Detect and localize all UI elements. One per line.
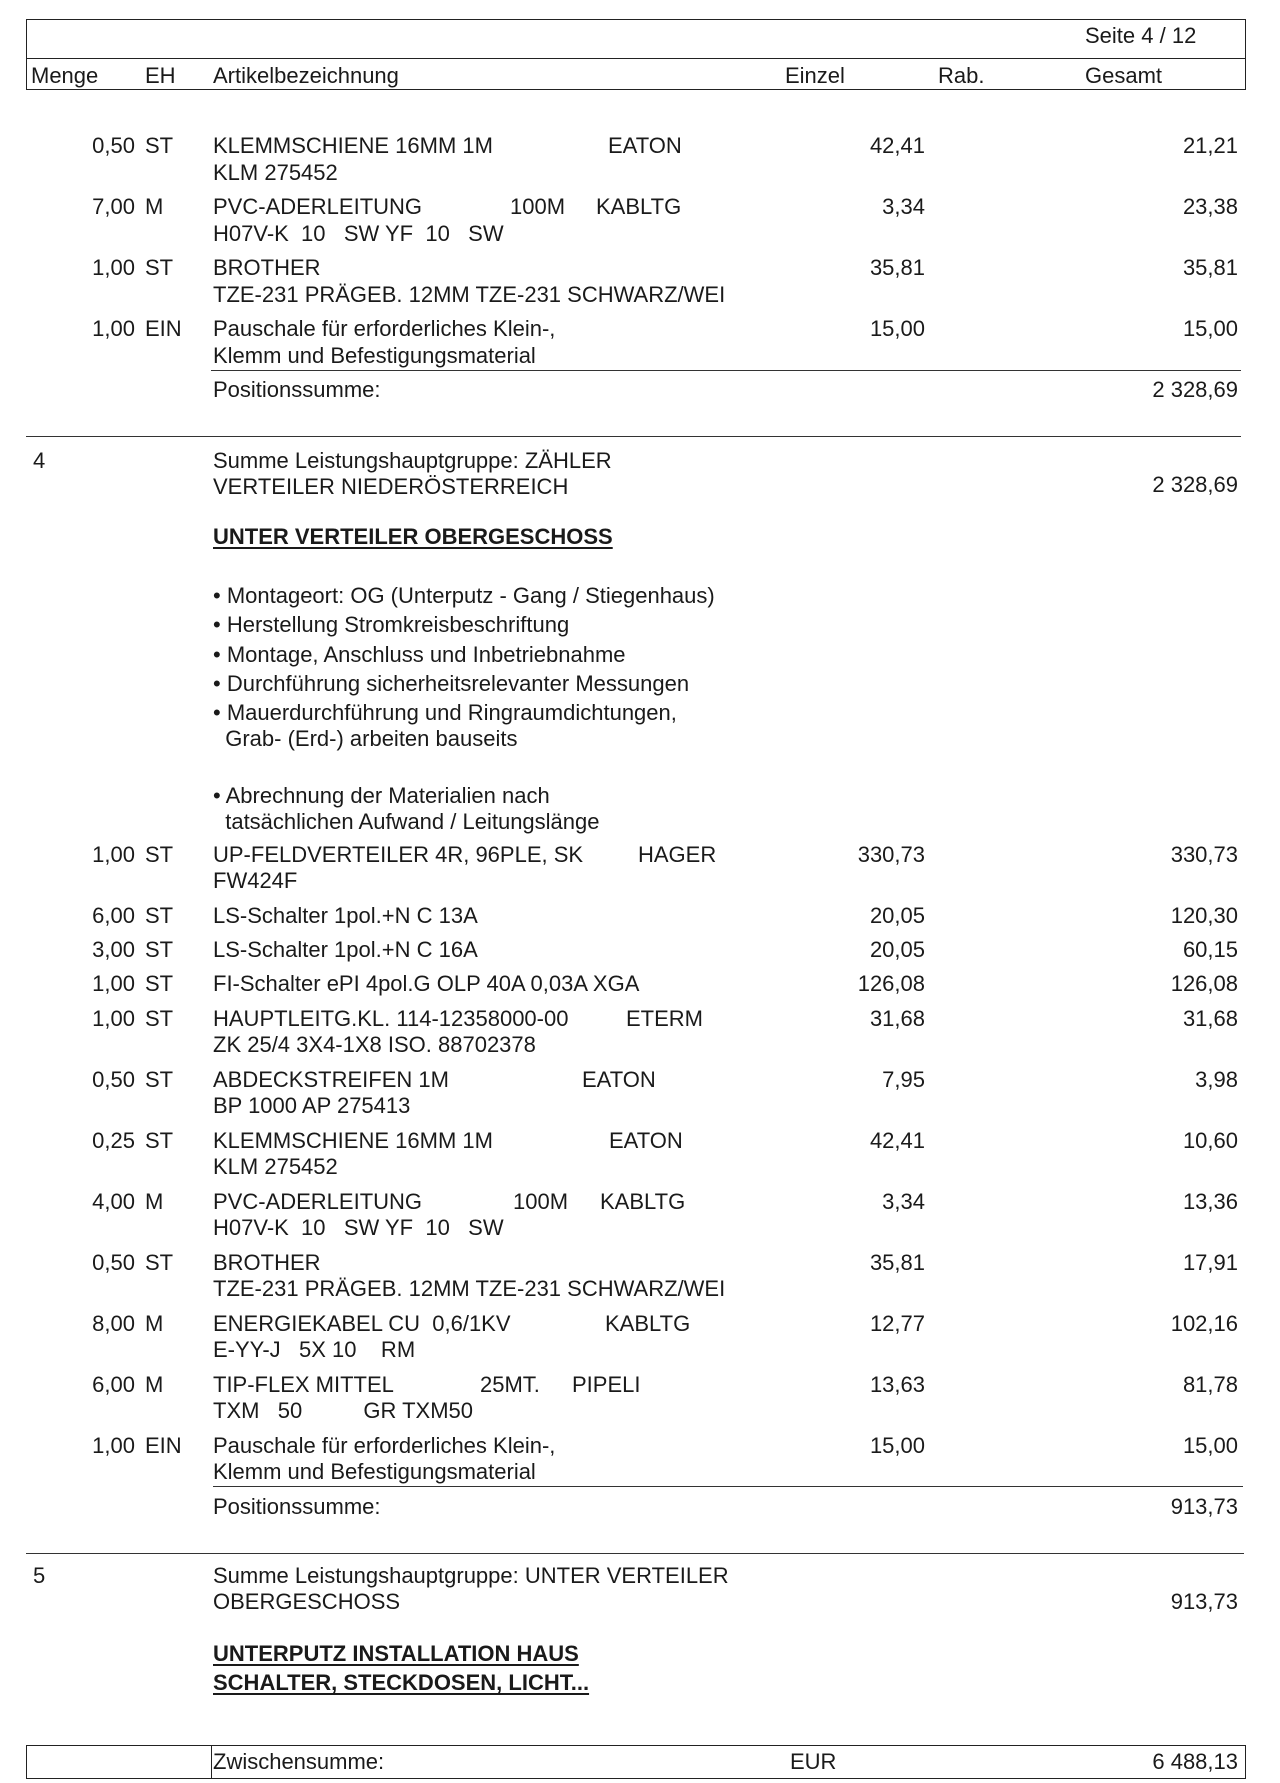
- item-price: 35,81: [869, 255, 925, 280]
- item-desc: KLEMMSCHIENE 16MM 1M: [213, 133, 493, 158]
- item-price: 42,41: [869, 133, 925, 158]
- header-divider: [27, 58, 1245, 59]
- item-unit: EIN: [145, 1433, 182, 1458]
- next-section-heading: UNTERPUTZ INSTALLATION HAUS: [213, 1641, 579, 1666]
- group-sum-value: 913,73: [1170, 1589, 1238, 1614]
- subtotal-box: [26, 1745, 1246, 1779]
- item-qty: 4,00: [92, 1189, 135, 1214]
- item-maker: EATON: [609, 1128, 683, 1153]
- item-desc: Pauschale für erforderliches Klein-,: [213, 316, 556, 341]
- position-sum-divider: [211, 370, 1241, 371]
- subtotal-box-divider: [211, 1746, 212, 1778]
- item-total: 17,91: [1182, 1250, 1238, 1275]
- item-desc: LS-Schalter 1pol.+N C 16A: [213, 937, 478, 962]
- subtotal-value: 6 488,13: [1152, 1749, 1238, 1774]
- column-header-qty: Menge: [31, 63, 99, 88]
- item-maker: EATON: [608, 133, 682, 158]
- bullet-item: • Abrechnung der Materialien nach: [213, 783, 550, 808]
- group-sum-value: 2 328,69: [1152, 472, 1238, 497]
- item-desc-2: TZE-231 PRÄGEB. 12MM TZE-231 SCHWARZ/WEI: [213, 282, 726, 307]
- item-total: 60,15: [1182, 937, 1238, 962]
- subtotal-currency: EUR: [790, 1749, 837, 1774]
- item-desc: TIP-FLEX MITTEL: [213, 1372, 394, 1397]
- item-total: 81,78: [1182, 1372, 1238, 1397]
- item-unit: ST: [145, 255, 174, 280]
- column-header-desc: Artikelbezeichnung: [213, 63, 399, 88]
- group-sum-label-2: OBERGESCHOSS: [213, 1589, 401, 1614]
- item-maker: EATON: [582, 1067, 656, 1092]
- item-spec: 100M: [510, 194, 566, 219]
- item-qty: 6,00: [92, 903, 135, 928]
- item-unit: ST: [145, 842, 174, 867]
- item-qty: 0,25: [92, 1128, 135, 1153]
- position-sum-label: Positionssumme:: [213, 1494, 381, 1519]
- position-sum-value: 2 328,69: [1152, 377, 1238, 402]
- item-price: 20,05: [869, 937, 925, 962]
- bullet-item: • Durchführung sicherheitsrelevanter Messungen: [213, 671, 690, 696]
- item-desc-2: ZK 25/4 3X4-1X8 ISO. 88702378: [213, 1032, 536, 1057]
- item-qty: 1,00: [92, 1006, 135, 1031]
- column-header-price: Einzel: [785, 63, 845, 88]
- item-qty: 8,00: [92, 1311, 135, 1336]
- item-unit: ST: [145, 971, 174, 996]
- column-header-unit: EH: [145, 63, 176, 88]
- item-unit: ST: [145, 937, 174, 962]
- item-unit: ST: [145, 133, 174, 158]
- item-qty: 6,00: [92, 1372, 135, 1397]
- item-desc: ABDECKSTREIFEN 1M: [213, 1067, 449, 1092]
- item-total: 21,21: [1182, 133, 1238, 158]
- bullet-item: tatsächlichen Aufwand / Leitungslänge: [213, 809, 600, 834]
- item-unit: M: [145, 1189, 164, 1214]
- item-desc-2: H07V-K 10 SW YF 10 SW: [213, 1215, 504, 1240]
- item-price: 35,81: [869, 1250, 925, 1275]
- bullet-item: • Mauerdurchführung und Ringraumdichtungen,: [213, 700, 677, 725]
- item-unit: ST: [145, 1067, 174, 1092]
- item-price: 12,77: [869, 1311, 925, 1336]
- item-total: 102,16: [1170, 1311, 1238, 1336]
- item-desc-2: E-YY-J 5X 10 RM: [213, 1337, 416, 1362]
- item-qty: 3,00: [92, 937, 135, 962]
- item-price: 13,63: [869, 1372, 925, 1397]
- item-maker: KABLTG: [596, 194, 682, 219]
- column-header-discount: Rab.: [938, 63, 985, 88]
- item-desc-2: BP 1000 AP 275413: [213, 1093, 411, 1118]
- item-qty: 1,00: [92, 971, 135, 996]
- item-spec: 100M: [513, 1189, 569, 1214]
- item-desc: ENERGIEKABEL CU 0,6/1KV: [213, 1311, 511, 1336]
- position-sum-divider: [213, 1486, 1243, 1487]
- item-unit: M: [145, 1311, 164, 1336]
- item-total: 330,73: [1170, 842, 1238, 867]
- item-desc-2: KLM 275452: [213, 1154, 338, 1179]
- item-unit: ST: [145, 1250, 174, 1275]
- item-total: 15,00: [1182, 1433, 1238, 1458]
- item-qty: 0,50: [92, 1067, 135, 1092]
- item-price: 126,08: [857, 971, 925, 996]
- item-total: 126,08: [1170, 971, 1238, 996]
- item-price: 7,95: [882, 1067, 925, 1092]
- item-maker: ETERM: [626, 1006, 703, 1031]
- bullet-item: • Herstellung Stromkreisbeschriftung: [213, 612, 570, 637]
- item-maker: HAGER: [638, 842, 717, 867]
- item-total: 120,30: [1170, 903, 1238, 928]
- item-price: 15,00: [869, 316, 925, 341]
- item-price: 42,41: [869, 1128, 925, 1153]
- item-total: 15,00: [1182, 316, 1238, 341]
- item-qty: 1,00: [92, 1433, 135, 1458]
- item-maker: KABLTG: [600, 1189, 686, 1214]
- position-sum-value: 913,73: [1170, 1494, 1238, 1519]
- item-qty: 1,00: [92, 842, 135, 867]
- item-qty: 1,00: [92, 255, 135, 280]
- item-desc-2: TXM 50 GR TXM50: [213, 1398, 473, 1423]
- position-sum-label: Positionssumme:: [213, 377, 381, 402]
- item-qty: 0,50: [92, 1250, 135, 1275]
- item-total: 23,38: [1182, 194, 1238, 219]
- group-sum-label-2: VERTEILER NIEDERÖSTERREICH: [213, 474, 569, 499]
- item-desc-2: FW424F: [213, 868, 298, 893]
- item-qty: 0,50: [92, 133, 135, 158]
- item-desc-2: KLM 275452: [213, 160, 338, 185]
- item-desc-2: H07V-K 10 SW YF 10 SW: [213, 221, 504, 246]
- item-maker: PIPELI: [572, 1372, 641, 1397]
- item-spec: 25MT.: [480, 1372, 540, 1397]
- item-price: 15,00: [869, 1433, 925, 1458]
- item-total: 10,60: [1182, 1128, 1238, 1153]
- item-desc: LS-Schalter 1pol.+N C 13A: [213, 903, 478, 928]
- item-total: 3,98: [1195, 1067, 1238, 1092]
- group-divider: [26, 436, 1241, 437]
- item-unit: ST: [145, 1006, 174, 1031]
- item-desc-2: Klemm und Befestigungsmaterial: [213, 343, 536, 368]
- subtotal-label: Zwischensumme:: [213, 1749, 385, 1774]
- item-desc-2: TZE-231 PRÄGEB. 12MM TZE-231 SCHWARZ/WEI: [213, 1276, 726, 1301]
- item-total: 13,36: [1182, 1189, 1238, 1214]
- bullet-item: • Montageort: OG (Unterputz - Gang / Stiegenhaus): [213, 583, 715, 608]
- group-sum-label: Summe Leistungshauptgruppe: UNTER VERTEILER: [213, 1563, 729, 1588]
- item-desc: BROTHER: [213, 255, 321, 280]
- item-desc: UP-FELDVERTEILER 4R, 96PLE, SK: [213, 842, 584, 867]
- item-unit: M: [145, 1372, 164, 1397]
- group-divider: [26, 1553, 1244, 1554]
- item-price: 330,73: [857, 842, 925, 867]
- page-number: Seite 4 / 12: [1085, 23, 1197, 48]
- item-qty: 1,00: [92, 316, 135, 341]
- item-desc: Pauschale für erforderliches Klein-,: [213, 1433, 556, 1458]
- item-unit: EIN: [145, 316, 182, 341]
- item-qty: 7,00: [92, 194, 135, 219]
- section-heading: UNTER VERTEILER OBERGESCHOSS: [213, 524, 613, 549]
- item-desc-2: Klemm und Befestigungsmaterial: [213, 1459, 536, 1484]
- item-unit: ST: [145, 903, 174, 928]
- item-desc: PVC-ADERLEITUNG: [213, 194, 423, 219]
- item-desc: PVC-ADERLEITUNG: [213, 1189, 423, 1214]
- group-number: 4: [33, 448, 46, 473]
- item-price: 20,05: [869, 903, 925, 928]
- item-price: 3,34: [882, 1189, 925, 1214]
- item-maker: KABLTG: [605, 1311, 691, 1336]
- item-desc: BROTHER: [213, 1250, 321, 1275]
- item-price: 3,34: [882, 194, 925, 219]
- item-desc: FI-Schalter ePI 4pol.G OLP 40A 0,03A XGA: [213, 971, 640, 996]
- next-section-heading-2: SCHALTER, STECKDOSEN, LICHT...: [213, 1670, 590, 1695]
- bullet-item: • Montage, Anschluss und Inbetriebnahme: [213, 642, 626, 667]
- group-sum-label: Summe Leistungshauptgruppe: ZÄHLER: [213, 448, 612, 473]
- column-header-total: Gesamt: [1085, 63, 1163, 88]
- item-total: 31,68: [1182, 1006, 1238, 1031]
- group-number: 5: [33, 1563, 46, 1588]
- header-box: [26, 19, 1246, 90]
- item-price: 31,68: [869, 1006, 925, 1031]
- item-unit: M: [145, 194, 164, 219]
- item-total: 35,81: [1182, 255, 1238, 280]
- bullet-item: Grab- (Erd-) arbeiten bauseits: [213, 726, 518, 751]
- item-desc: KLEMMSCHIENE 16MM 1M: [213, 1128, 493, 1153]
- item-desc: HAUPTLEITG.KL. 114-12358000-00: [213, 1006, 569, 1031]
- item-unit: ST: [145, 1128, 174, 1153]
